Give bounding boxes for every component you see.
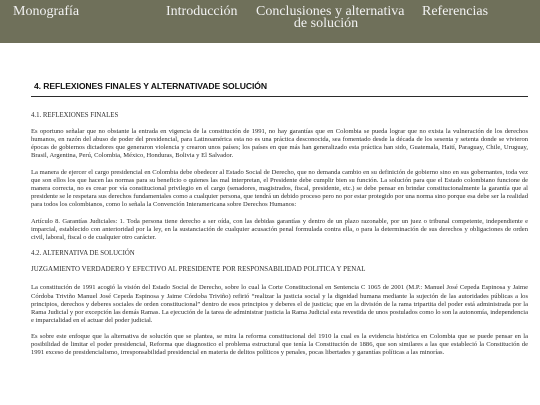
nav-link-label-line2: de solución xyxy=(293,16,359,31)
nav-link-label: Introducción xyxy=(166,4,238,19)
section-title: 4. REFLEXIONES FINALES Y ALTERNATIVADE SOLUCIÓN xyxy=(34,81,267,91)
nav-link-label: Referencias xyxy=(422,4,489,19)
paragraph: Es oportuno señalar que no obstante la entrada en vigencia de la constitución de 1991, no hay garantías que en Colombia se pueda lograr que no exista la vulneración de los derechos humanos, en razón del abuso de poder del presidencial, para Latinoamérica esta no es una práctica desconocida, sea fomentado desde la década de los sesenta y setenta donde se vivieron épocas de gobiernos dictadores que generaron violencia y crearon unos países; los países en que más han generalizado esta práctica han sido, Guatemala, Haití, Paraguay, Chile, Uruguay, Brasil, Argentina, Perú, Colombia, México, Honduras, Bolivia y El Salvador. xyxy=(31,128,528,160)
nav-link-label-line1: Conclusiones y alternativa xyxy=(256,4,405,19)
paragraph: Es sobre este enfoque que la alternativa de solución que se plantea, se mira la reforma constitucional del 1910 la cual es la evidencia histórica en Colombia que se puede pensar en la posibilidad de limitar el poder presidencial, Reforma que diagnostico el problema estructural que tenía la Constitución de 1886, que son similares a las que estableció la Constitución de 1991 exceso de presidencialismo, irresponsabilidad presidencial en materia de delitos políticos y penales, pocas libertades y garantías políticas a las minorías. xyxy=(31,333,528,357)
title-divider xyxy=(31,96,528,97)
nav-link-introduccion[interactable] xyxy=(166,6,238,18)
subsection-heading: 4.2. ALTERNATIVA DE SOLUCIÓN xyxy=(31,250,135,258)
paragraph: La manera de ejercer el cargo presidencial en Colombia debe obedecer al Estado Social de Derecho, que no demanda cambio en su definición de gobierno sino en sus gobernantes, toda vez que son ellos los que hacen las normas para su beneficio o quienes las mal interpretan, el Presidente debe cumplir bien su función. La solución para que el Estado colombiano funcione de manera correcta, no es crear por vía constitucional privilegio en el cargo (senadores, magistrados, fiscal, presidente, etc.) se debe pensar en brindar constitucionalmente la garantía que al presidente se le respetara sus derechos fundamentales como a cualquier persona, que tendrá un debido proceso pero no por estar protegido por una norma sino porque esa debe ser la realidad para todos los colombianos, como lo señala la Convención Interamericana sobre Derechos Humanos: xyxy=(31,168,528,209)
nav-link-monografia[interactable] xyxy=(13,6,79,18)
subsection-heading: 4.1. REFLEXIONES FINALES xyxy=(31,112,119,119)
top-navigation-bar xyxy=(0,0,540,43)
nav-link-conclusiones[interactable] xyxy=(256,4,405,31)
paragraph: Artículo 8. Garantías Judiciales: 1. Toda persona tiene derecho a ser oída, con las debidas garantías y dentro de un plazo razonable, por un juez o tribunal competente, independiente e imparcial, establecido con anterioridad por la ley, en la sustanciación de cualquier acusación penal formulada contra ella, o para la determinación de sus derechos y obligaciones de orden civil, laboral, fiscal o de cualquier otro carácter. xyxy=(31,217,528,241)
nav-link-label: Monografía xyxy=(13,4,80,19)
paragraph: La constitución de 1991 acogió la visión del Estado Social de Derecho, sobre lo cual la Corte Constitucional en Sentencia C 1065 de 2001 (M.P.: Manuel José Cepeda Espinosa y Jaime Córdoba Triviño Manuel José Cepeda Espinosa y Jaime Córdoba Triviño) refirió “realizar la justicia social y la dignidad humana mediante la sujeción de las autoridades públicas a los principios, derechos y deberes sociales de orden constitucional” dentro de esos principios y deberes el de justicia; que en la división de la rama tripartita del poder está administrada por la Rama Judicial y por excepción las demás Ramas. La ejecución de la tarea de administrar justicia la Rama Judicial esta revestida de unos postulados como lo son la autonomía, independencia e imparcialidad en el actuar del poder judicial. xyxy=(31,284,528,324)
proposal-heading: JUZGAMIENTO VERDADERO Y EFECTIVO AL PRESIDENTE POR RESPONSABILIDAD POLITICA Y PENAL xyxy=(31,266,366,274)
article-body xyxy=(31,112,528,366)
nav-link-referencias[interactable] xyxy=(422,6,488,18)
